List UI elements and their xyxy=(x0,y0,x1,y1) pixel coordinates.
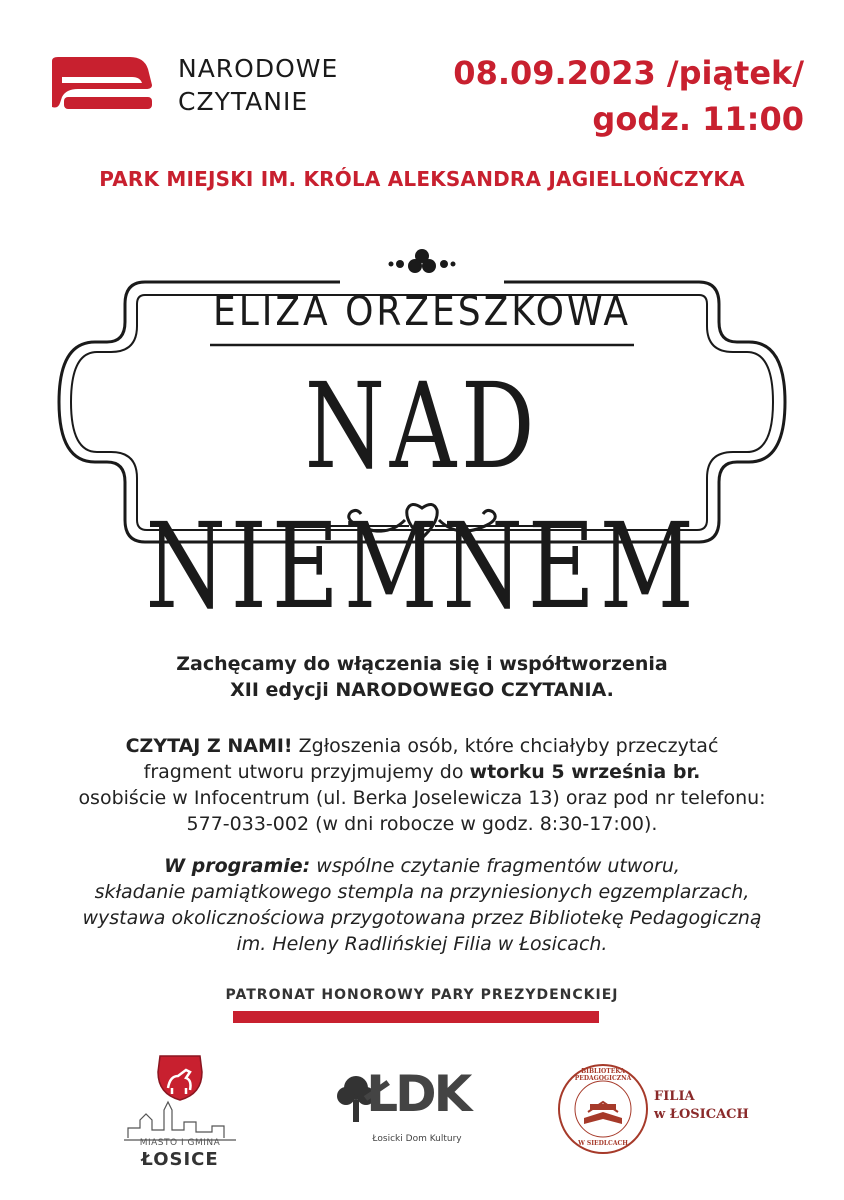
book-title: NAD NIEMNEM xyxy=(145,357,699,635)
registration-text xyxy=(0,733,844,837)
registration-deadline: wtorku 5 września br. xyxy=(469,761,701,783)
library-logo xyxy=(556,1062,650,1156)
intro-line2: XII edycji NARODOWEGO CZYTANIA. xyxy=(230,679,614,701)
registration-line2-text: fragment utworu przyjmujemy do xyxy=(143,761,470,783)
event-place: PARK MIEJSKI IM. KRÓLA ALEKSANDRA JAGIELLOŃCZYKA xyxy=(99,167,745,191)
event-date: 08.09.2023 /piątek/ xyxy=(453,54,804,92)
filia-line2: w ŁOSICACH xyxy=(654,1107,749,1122)
book-author: ELIZA ORZESZKOWA xyxy=(213,289,631,335)
registration-line3: osobiście w Infocentrum (ul. Berka Joselewicza 13) oraz pod nr telefonu: xyxy=(78,787,766,809)
flower-ornament-icon xyxy=(389,249,456,273)
registration-line1-text: Zgłoszenia osób, które chciałyby przeczytać xyxy=(292,735,719,757)
patronage-label: PATRONAT HONOROWY PARY PREZYDENCKIEJ xyxy=(225,987,619,1003)
horse-crest-icon xyxy=(120,1050,240,1142)
program-line1-text: wspólne czytanie fragmentów utworu, xyxy=(310,855,680,877)
program-line4: im. Heleny Radlińskiej Filia w Łosicach. xyxy=(236,933,608,955)
red-divider xyxy=(233,1011,599,1023)
ldk-logo xyxy=(336,1065,476,1152)
losice-label: ŁOSICE xyxy=(141,1149,219,1170)
logo-line2: CZYTANIE xyxy=(178,87,309,116)
program-line1 xyxy=(0,853,844,879)
filia-label xyxy=(654,1088,749,1124)
filia-line1: FILIA xyxy=(654,1089,695,1104)
event-time: godz. 11:00 xyxy=(592,100,804,138)
registration-line2 xyxy=(0,759,844,785)
library-bottom-text: W SIEDLCACH xyxy=(578,1140,628,1147)
registration-line4: 577-033-002 (w dni robocze w godz. 8:30-17:00). xyxy=(186,813,658,835)
library-ring-text: BIBLIOTEKA PEDAGOGICZNA xyxy=(574,1068,632,1082)
logo-text xyxy=(178,52,338,118)
program-line2: składanie pamiątkowego stempla na przyniesionych egzemplarzach, xyxy=(94,881,750,903)
intro-line1: Zachęcamy do włączenia się i współtworzenia xyxy=(176,653,668,675)
program-lead: W programie: xyxy=(164,855,311,877)
ldk-mark: ŁDK xyxy=(366,1065,470,1123)
losice-logo xyxy=(120,1050,240,1170)
open-book-icon xyxy=(48,55,154,111)
event-date-block xyxy=(453,50,804,142)
registration-lead: CZYTAJ Z NAMI! xyxy=(125,735,293,757)
losice-small-label: MIASTO I GMINA xyxy=(139,1138,221,1148)
registration-line1 xyxy=(0,733,844,759)
logo-line1: NARODOWE xyxy=(178,54,339,83)
ldk-name: Łosicki Dom Kultury xyxy=(372,1134,462,1144)
program-text xyxy=(0,853,844,957)
program-line3: wystawa okolicznościowa przygotowana przez Bibliotekę Pedagogiczną xyxy=(82,907,762,929)
intro-text xyxy=(0,651,844,703)
